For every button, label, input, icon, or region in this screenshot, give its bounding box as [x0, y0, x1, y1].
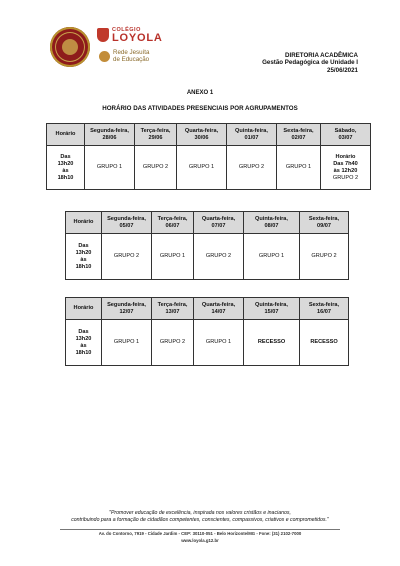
cell-text-line: GRUPO 1 — [96, 164, 123, 170]
website: www.loyola.g12.br — [181, 537, 219, 543]
header-text-line: Terça-feira, — [140, 127, 171, 134]
cell-text-line: GRUPO 2 — [311, 253, 337, 259]
time-text-line: 18h10 — [75, 349, 92, 356]
header-text-line: 03/07 — [338, 134, 353, 141]
column-header-day — [152, 212, 194, 234]
time-text-line: às — [80, 256, 87, 263]
header-text-line: Sexta-feira, — [308, 301, 340, 308]
cell-text-line: GRUPO 1 — [258, 253, 285, 259]
group-cell — [102, 320, 152, 366]
header-text-line: Segunda-feira, — [90, 127, 129, 134]
time-text-line: Das — [78, 242, 89, 249]
header-text-line: Quinta-feira, — [255, 301, 288, 308]
header-text-line: 05/07 — [119, 222, 134, 229]
cell-text-line: GRUPO 1 — [188, 164, 215, 170]
cell-text-line: Das 7h40 — [333, 160, 358, 167]
time-cell — [66, 320, 102, 366]
header-text-line: Terça-feira, — [157, 301, 188, 308]
group-cell — [244, 320, 300, 366]
header-text-line: Horário — [73, 219, 94, 225]
mission-quote — [0, 510, 400, 525]
column-header-time — [66, 212, 102, 234]
cell-text-line: GRUPO 2 — [142, 164, 169, 170]
cell-text-line: RECESSO — [310, 339, 338, 345]
column-header-time — [47, 124, 85, 146]
table-row — [66, 234, 349, 280]
column-header-day — [194, 298, 244, 320]
group-cell — [300, 320, 349, 366]
header-text-line: Quinta-feira, — [235, 127, 268, 134]
cell-text-line: GRUPO 2 — [238, 164, 265, 170]
header-text-line: 14/07 — [211, 308, 226, 315]
address: Av. do Contorno, 7919 - Cidade Jardim - CEP: 30110-051 - Belo Horizonte/MG - Fone: (31) 2102-7000 — [98, 531, 302, 536]
column-header-day — [321, 124, 371, 146]
header-text-line: 01/07 — [244, 134, 259, 141]
group-cell — [85, 146, 135, 190]
header-text-line: Horário — [55, 131, 76, 137]
cell-text-line: GRUPO 2 — [332, 174, 359, 181]
cell-text-line: às 12h20 — [333, 167, 358, 174]
column-header-day — [152, 298, 194, 320]
header-text-line: 08/07 — [264, 222, 279, 229]
header-text-line: Terça-feira, — [157, 215, 188, 222]
header-text-line: 28/06 — [102, 134, 117, 141]
time-text-line: Das — [60, 153, 71, 160]
header-text-line: Sexta-feira, — [308, 215, 340, 222]
time-text-line: 13h20 — [57, 160, 74, 167]
table-header-row — [66, 298, 349, 320]
cell-text-line: GRUPO 2 — [159, 339, 186, 345]
table-header-row — [47, 124, 371, 146]
header-text-line: 07/07 — [211, 222, 226, 229]
table-row — [66, 320, 349, 366]
cell-text-line: GRUPO 1 — [285, 164, 312, 170]
header-text-line: 09/07 — [317, 222, 331, 229]
group-cell — [321, 146, 371, 190]
time-text-line: 13h20 — [75, 335, 92, 342]
cell-text-line: GRUPO 2 — [113, 253, 140, 259]
column-header-day — [227, 124, 277, 146]
time-text-line: 18h10 — [75, 263, 92, 270]
column-header-time — [66, 298, 102, 320]
header-text-line: Quinta-feira, — [255, 215, 288, 222]
header-text-line: 15/07 — [264, 308, 279, 315]
header-text-line: 02/07 — [291, 134, 306, 141]
column-header-day — [244, 298, 300, 320]
group-cell — [300, 234, 349, 280]
header-info — [262, 52, 358, 74]
header-text-line: Quarta-feira, — [201, 301, 236, 308]
time-text-line: 18h10 — [57, 174, 74, 181]
group-cell — [244, 234, 300, 280]
quote-line2: contribuindo para a formação de cidadãos competentes, conscientes, compassivos, criativos e comprometidos." — [71, 517, 329, 524]
document-title: HORÁRIO DAS ATIVIDADES PRESENCIAIS POR AGRUPAMENTOS — [102, 105, 298, 112]
cell-text-line: GRUPO 1 — [205, 339, 232, 345]
table-header-row — [66, 212, 349, 234]
group-cell — [152, 320, 194, 366]
time-text-line: às — [62, 167, 69, 174]
network-line2: de Educação — [113, 56, 150, 63]
department: DIRETORIA ACADÊMICA — [285, 52, 358, 59]
brand-name: LOYOLA — [112, 32, 163, 44]
brand-prefix: COLÉGIO — [112, 27, 141, 33]
header-text-line: 12/07 — [119, 308, 134, 315]
header-text-line: 30/06 — [194, 134, 209, 141]
group-cell — [177, 146, 227, 190]
time-text-line: 13h20 — [75, 249, 92, 256]
time-text-line: às — [80, 342, 87, 349]
column-header-day — [85, 124, 135, 146]
seal-emblem-icon — [62, 39, 78, 55]
group-cell — [152, 234, 194, 280]
column-header-day — [177, 124, 227, 146]
cell-text-line: GRUPO 1 — [159, 253, 186, 259]
group-cell — [277, 146, 321, 190]
header-text-line: Sexta-feira, — [283, 127, 314, 134]
header-text-line: Quarta-feira, — [201, 215, 236, 222]
document-date: 25/06/2021 — [327, 66, 358, 74]
column-header-day — [300, 298, 349, 320]
column-header-day — [300, 212, 349, 234]
header-text-line: 13/07 — [165, 308, 180, 315]
column-header-day — [277, 124, 321, 146]
time-text-line: Das — [78, 328, 89, 335]
header-text-line: 16/07 — [317, 308, 331, 315]
column-header-day — [102, 212, 152, 234]
group-cell — [135, 146, 177, 190]
header-text-line: Segunda-feira, — [107, 301, 146, 308]
network-line1: Rede Jesuíta — [113, 49, 150, 56]
group-cell — [194, 320, 244, 366]
cell-text-line: GRUPO 1 — [113, 339, 140, 345]
cell-text-line: RECESSO — [257, 339, 286, 345]
schedule-table-week3 — [65, 297, 349, 366]
header-text-line: 29/06 — [148, 134, 163, 141]
footer-contact — [0, 531, 400, 544]
column-header-day — [102, 298, 152, 320]
column-header-day — [244, 212, 300, 234]
column-header-day — [194, 212, 244, 234]
cell-text-line: GRUPO 2 — [205, 253, 232, 259]
footer-divider — [60, 529, 340, 530]
cell-text-line: Horário — [335, 153, 356, 160]
time-cell — [47, 146, 85, 190]
header-text-line: Segunda-feira, — [107, 215, 146, 222]
unit: Gestão Pedagógica de Unidade I — [262, 59, 358, 67]
header-text-line: Horário — [73, 305, 94, 311]
group-cell — [102, 234, 152, 280]
header-text-line: 06/07 — [165, 222, 180, 229]
schedule-table-week2 — [65, 211, 349, 280]
school-seal-logo — [50, 27, 90, 67]
loyola-logo — [97, 26, 177, 70]
group-cell — [194, 234, 244, 280]
group-cell — [227, 146, 277, 190]
table-row — [47, 146, 371, 190]
quote-line1: "Promover educação de excelência, inspirada nos valores cristãos e inacianos, — [109, 510, 291, 516]
schedule-table-week1 — [46, 123, 371, 190]
network-name — [113, 49, 149, 63]
column-header-day — [135, 124, 177, 146]
time-cell — [66, 234, 102, 280]
annex-label: ANEXO 1 — [186, 90, 214, 96]
header-text-line: Quarta-feira, — [184, 127, 219, 134]
shield-icon — [97, 28, 109, 42]
rede-jesuita-icon — [99, 51, 110, 62]
header-text-line: Sábado, — [334, 127, 357, 134]
